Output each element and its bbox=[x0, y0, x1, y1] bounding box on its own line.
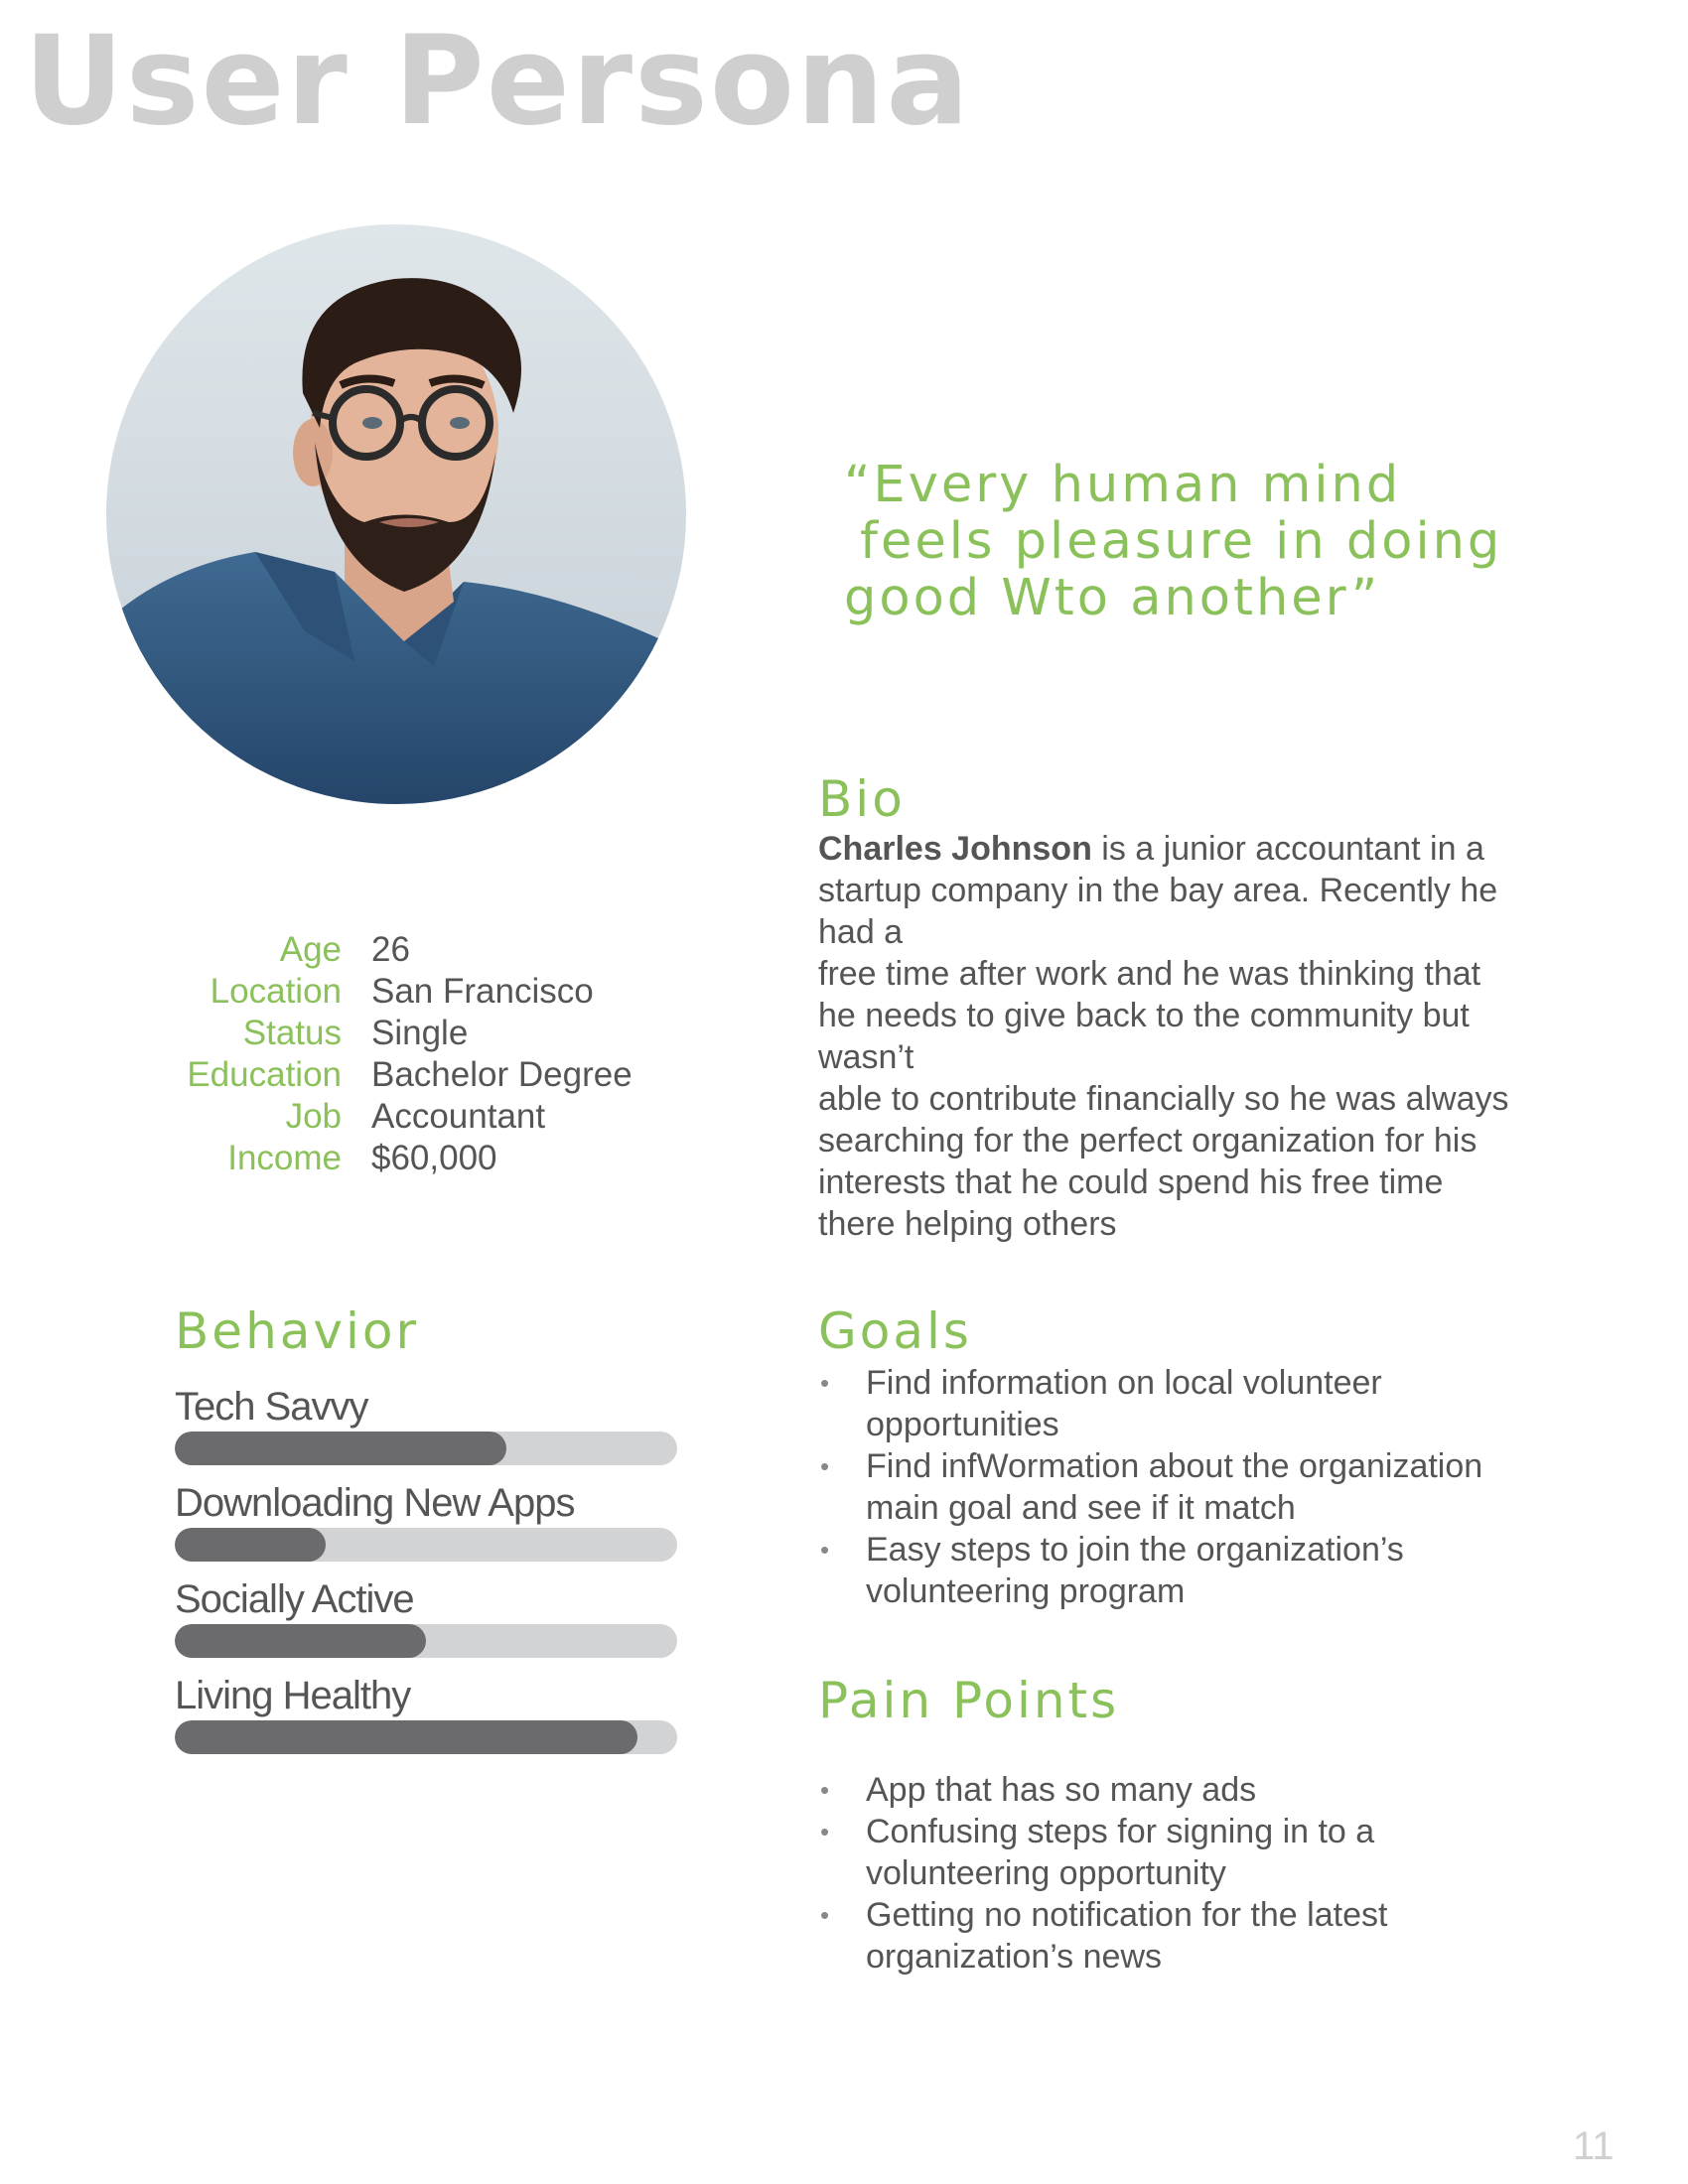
behavior-label: Tech Savvy bbox=[175, 1385, 368, 1429]
pain-points-list bbox=[818, 1769, 1573, 1978]
list-item: • Getting no notification for the latest organization’s news bbox=[818, 1894, 1573, 1978]
behavior-item-socially-active bbox=[175, 1576, 677, 1658]
quote-line: feels pleasure in doing bbox=[860, 512, 1503, 571]
quote-line: “Every human mind bbox=[844, 456, 1402, 514]
bio-line: interests that he could spend his free time bbox=[818, 1163, 1444, 1201]
behavior-bar-fill bbox=[175, 1720, 637, 1754]
bio-line: there helping others bbox=[818, 1205, 1117, 1243]
behavior-label: Downloading New Apps bbox=[175, 1481, 575, 1525]
demo-value: San Francisco bbox=[371, 972, 594, 1011]
demo-value: 26 bbox=[371, 930, 410, 969]
bio-line: startup company in the bay area. Recently he bbox=[818, 872, 1498, 909]
persona-photo bbox=[106, 224, 686, 804]
demo-label: Status bbox=[242, 1014, 342, 1052]
behavior-bar-track bbox=[175, 1720, 677, 1754]
demo-value: Bachelor Degree bbox=[371, 1055, 633, 1094]
demo-label: Education bbox=[187, 1055, 342, 1094]
demo-value: Accountant bbox=[371, 1097, 546, 1136]
behavior-bar-fill bbox=[175, 1624, 426, 1658]
list-item: • Find information on local volunteer opportunities bbox=[818, 1362, 1573, 1445]
persona-name: Charles Johnson bbox=[818, 830, 1092, 868]
page-title: User Persona bbox=[24, 10, 971, 153]
bio-line: had a bbox=[818, 913, 904, 951]
bio-line: wasn’t bbox=[818, 1038, 914, 1076]
list-item: • Find infWormation about the organization main goal and see if it match bbox=[818, 1445, 1573, 1529]
behavior-label: Socially Active bbox=[175, 1577, 414, 1621]
demo-value: $60,000 bbox=[371, 1139, 497, 1177]
bio-heading: Bio bbox=[818, 770, 906, 828]
demo-label: Job bbox=[285, 1097, 342, 1136]
behavior-item-downloading-new-apps bbox=[175, 1480, 677, 1562]
demo-label: Age bbox=[279, 930, 342, 969]
behavior-bar-track bbox=[175, 1528, 677, 1562]
bio-line: free time after work and he was thinking that bbox=[818, 955, 1481, 993]
behavior-bar-track bbox=[175, 1432, 677, 1465]
list-item: • Easy steps to join the organization’s volunteering program bbox=[818, 1529, 1573, 1612]
behavior-bar-fill bbox=[175, 1432, 506, 1465]
bio-line: is a junior accountant in a bbox=[1091, 830, 1484, 868]
demo-row-status bbox=[149, 1013, 633, 1054]
quote-line: good Wto another” bbox=[844, 569, 1381, 627]
demo-row-location bbox=[149, 971, 633, 1013]
behavior-bar-fill bbox=[175, 1528, 326, 1562]
behavior-item-tech-savvy bbox=[175, 1384, 677, 1465]
bio-text bbox=[818, 828, 1573, 1245]
demo-row-job bbox=[149, 1096, 633, 1138]
bio-line: searching for the perfect organization for his bbox=[818, 1122, 1477, 1160]
demo-row-income bbox=[149, 1138, 633, 1179]
page-number: 11 bbox=[1573, 2124, 1615, 2168]
demo-row-age bbox=[149, 929, 633, 971]
bio-line: he needs to give back to the community but bbox=[818, 997, 1470, 1034]
demo-row-education bbox=[149, 1054, 633, 1096]
behavior-heading: Behavior bbox=[175, 1302, 420, 1360]
behavior-item-living-healthy bbox=[175, 1673, 677, 1754]
bio-line: able to contribute financially so he was always bbox=[818, 1080, 1509, 1118]
list-item: • Confusing steps for signing in to a volunteering opportunity bbox=[818, 1811, 1573, 1894]
pain-points-heading: Pain Points bbox=[818, 1672, 1120, 1729]
portrait-image bbox=[106, 224, 686, 804]
demographics bbox=[149, 929, 633, 1179]
goals-heading: Goals bbox=[818, 1302, 972, 1360]
behavior-label: Living Healthy bbox=[175, 1674, 411, 1717]
goals-list bbox=[818, 1362, 1573, 1612]
list-item: • App that has so many ads bbox=[818, 1769, 1573, 1811]
persona-quote bbox=[844, 457, 1579, 626]
demo-label: Income bbox=[227, 1139, 342, 1177]
behavior-bar-track bbox=[175, 1624, 677, 1658]
demo-label: Location bbox=[210, 972, 342, 1011]
demo-value: Single bbox=[371, 1014, 469, 1052]
